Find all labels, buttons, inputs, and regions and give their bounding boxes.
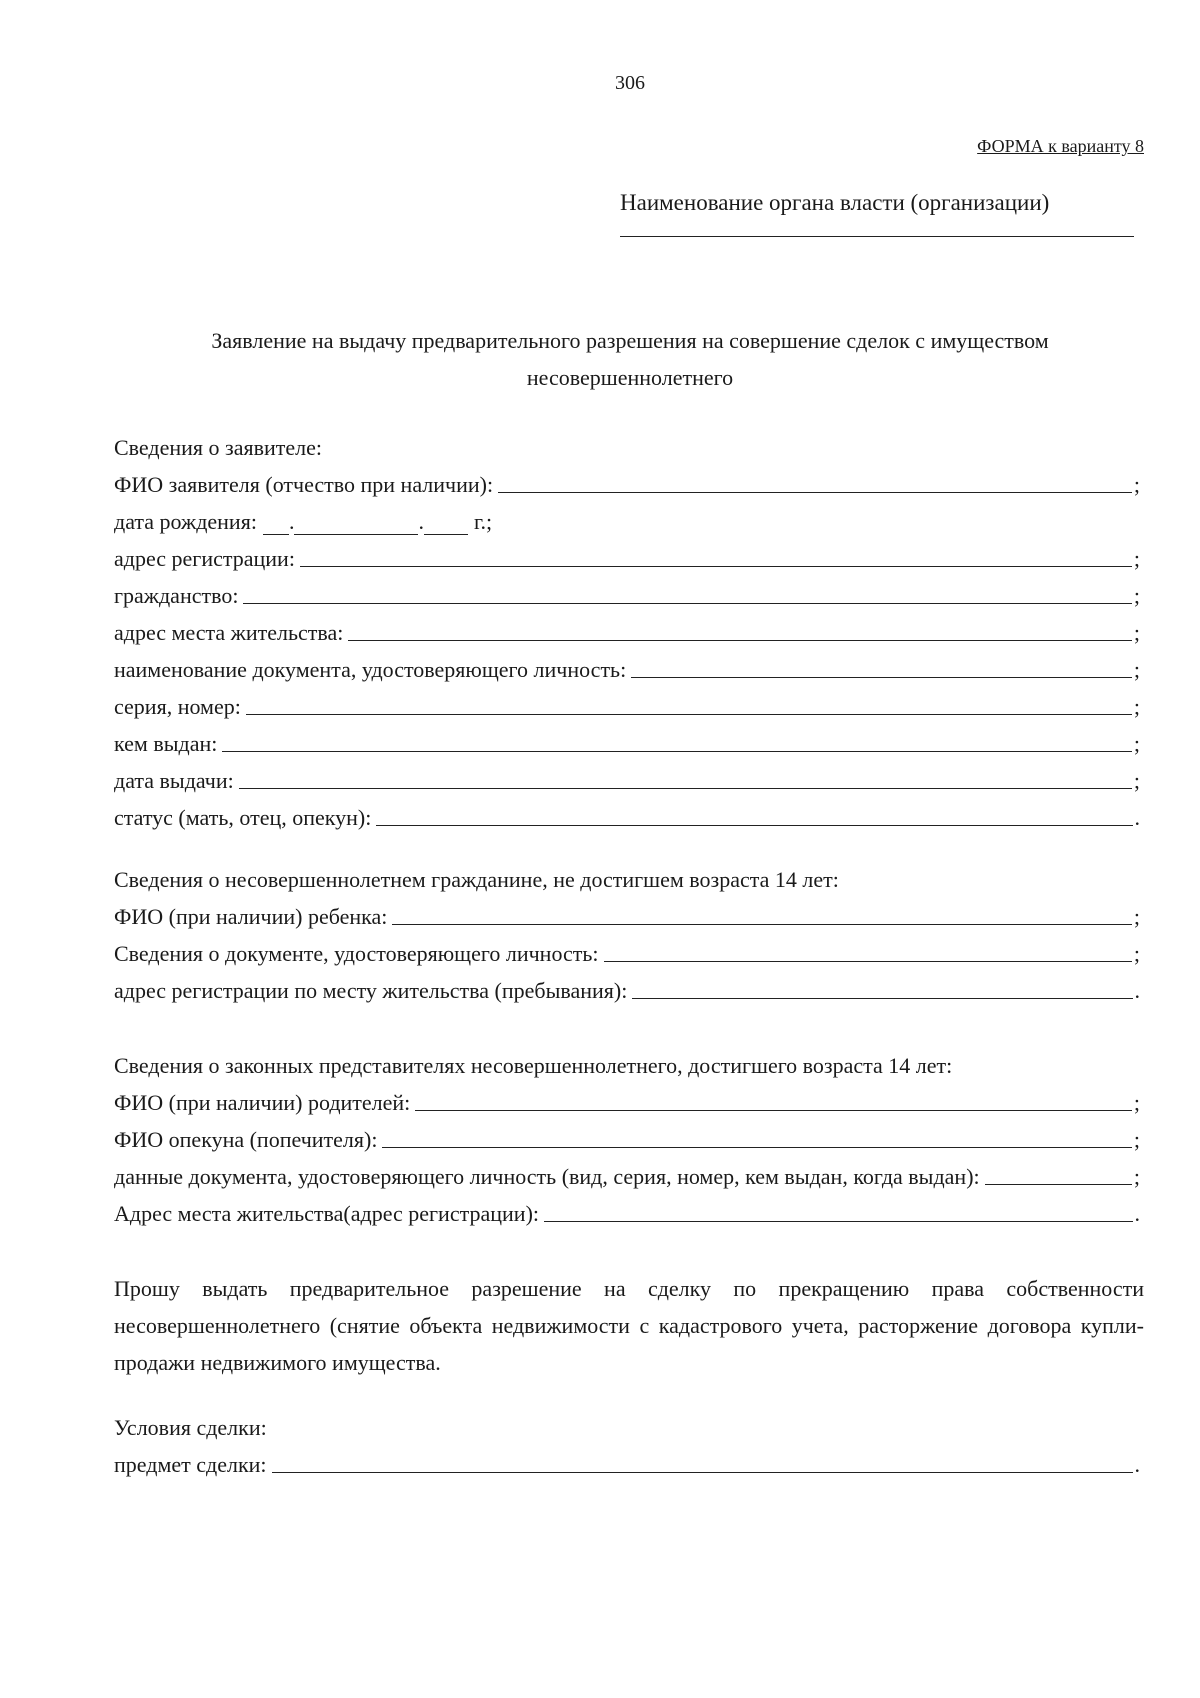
semicolon: ;	[1133, 768, 1140, 793]
applicant-fio-field[interactable]	[498, 491, 1132, 493]
issue-date-field[interactable]	[239, 787, 1132, 789]
request-paragraph: Прошу выдать предварительное разрешение на сделку по прекращению права собственности несовершеннолетнего (снятие объекта недвижимости с кадастрового учета, расторжение договора купли-продажи недвижимого имущества.	[114, 1276, 1144, 1375]
birth-date-label: дата рождения:	[114, 509, 257, 534]
citizenship-label: гражданство:	[114, 583, 239, 608]
period: .	[1134, 1201, 1140, 1226]
birth-year-field[interactable]	[424, 533, 468, 535]
semicolon: ;	[1133, 731, 1140, 756]
rep-doc-label: данные документа, удостоверяющего личность (вид, серия, номер, кем выдан, когда выдан):	[114, 1164, 980, 1189]
conditions-heading: Условия сделки:	[114, 1415, 267, 1440]
period: .	[1134, 805, 1140, 830]
minor-fio-label: ФИО (при наличии) ребенка:	[114, 904, 388, 929]
status-label: статус (мать, отец, опекун):	[114, 805, 372, 830]
issued-by-row	[114, 726, 1140, 763]
status-row	[114, 800, 1140, 837]
authority-label: Наименование органа власти (организации)	[620, 190, 1050, 215]
subject-label: предмет сделки:	[114, 1452, 267, 1477]
period: .	[1134, 978, 1140, 1003]
semicolon: ;	[1133, 546, 1140, 571]
rep-address-field[interactable]	[544, 1220, 1132, 1222]
minor-doc-row	[114, 936, 1140, 973]
birth-date-row	[114, 504, 1140, 541]
minor-section	[114, 862, 1140, 1010]
title-line-1: Заявление на выдачу предварительного разрешения на совершение сделок с имуществом	[211, 328, 1049, 353]
rep-address-label: Адрес места жительства(адрес регистрации):	[114, 1201, 540, 1226]
minor-heading: Сведения о несовершеннолетнем гражданине, не достигшем возраста 14 лет:	[114, 867, 839, 892]
reg-address-field[interactable]	[300, 565, 1132, 567]
status-field[interactable]	[376, 824, 1132, 826]
minor-address-label: адрес регистрации по месту жительства (пребывания):	[114, 978, 628, 1003]
representatives-heading: Сведения о законных представителях несовершеннолетнего, достигшего возраста 14 лет:	[114, 1053, 953, 1078]
rep-doc-row	[114, 1159, 1140, 1196]
citizenship-row	[114, 578, 1140, 615]
rep-doc-field[interactable]	[985, 1183, 1132, 1185]
authority-input-line[interactable]	[620, 236, 1134, 237]
parents-field[interactable]	[415, 1109, 1132, 1111]
series-label: серия, номер:	[114, 694, 241, 719]
minor-doc-label: Сведения о документе, удостоверяющего личность:	[114, 941, 599, 966]
subject-row	[114, 1447, 1140, 1484]
subject-field[interactable]	[272, 1471, 1133, 1473]
semicolon: ;	[1133, 657, 1140, 682]
period: .	[1134, 1452, 1140, 1477]
issued-by-label: кем выдан:	[114, 731, 218, 756]
rep-address-row	[114, 1196, 1140, 1233]
id-doc-label: наименование документа, удостоверяющего личность:	[114, 657, 627, 682]
representatives-section	[114, 1048, 1140, 1233]
form-label: ФОРМА к варианту 8	[977, 136, 1144, 156]
minor-doc-field[interactable]	[604, 960, 1132, 962]
semicolon: ;	[1133, 694, 1140, 719]
applicant-fio-row	[114, 467, 1140, 504]
issue-date-row	[114, 763, 1140, 800]
series-row	[114, 689, 1140, 726]
title-line-2: несовершеннолетнего	[526, 365, 734, 390]
reg-address-label: адрес регистрации:	[114, 546, 295, 571]
applicant-fio-label: ФИО заявителя (отчество при наличии):	[114, 472, 494, 497]
birth-date-separator: .	[418, 509, 424, 534]
semicolon: ;	[1133, 941, 1140, 966]
issued-by-field[interactable]	[222, 750, 1132, 752]
citizenship-field[interactable]	[243, 602, 1131, 604]
birth-date-suffix: г.;	[473, 509, 493, 534]
birth-month-field[interactable]	[294, 533, 418, 535]
semicolon: ;	[1133, 472, 1140, 497]
semicolon: ;	[1133, 1164, 1140, 1189]
minor-fio-field[interactable]	[392, 923, 1131, 925]
series-field[interactable]	[246, 713, 1132, 715]
guardian-label: ФИО опекуна (попечителя):	[114, 1127, 378, 1152]
birth-day-field[interactable]	[263, 533, 289, 535]
residence-field[interactable]	[348, 639, 1131, 641]
parents-row	[114, 1085, 1140, 1122]
parents-label: ФИО (при наличии) родителей:	[114, 1090, 411, 1115]
semicolon: ;	[1133, 583, 1140, 608]
document-title	[110, 322, 1150, 396]
conditions-section	[114, 1410, 1140, 1484]
issue-date-label: дата выдачи:	[114, 768, 234, 793]
applicant-heading: Сведения о заявителе:	[114, 435, 323, 460]
birth-date-separator: .	[288, 509, 295, 534]
semicolon: ;	[1133, 904, 1140, 929]
reg-address-row	[114, 541, 1140, 578]
guardian-row	[114, 1122, 1140, 1159]
minor-fio-row	[114, 899, 1140, 936]
semicolon: ;	[1133, 1127, 1140, 1152]
id-doc-row	[114, 652, 1140, 689]
applicant-section	[114, 430, 1140, 837]
semicolon: ;	[1133, 1090, 1140, 1115]
minor-address-field[interactable]	[632, 997, 1132, 999]
page-number: 306	[615, 72, 645, 94]
residence-row	[114, 615, 1140, 652]
residence-label: адрес места жительства:	[114, 620, 344, 645]
minor-address-row	[114, 973, 1140, 1010]
id-doc-field[interactable]	[631, 676, 1132, 678]
semicolon: ;	[1133, 620, 1140, 645]
guardian-field[interactable]	[382, 1146, 1131, 1148]
